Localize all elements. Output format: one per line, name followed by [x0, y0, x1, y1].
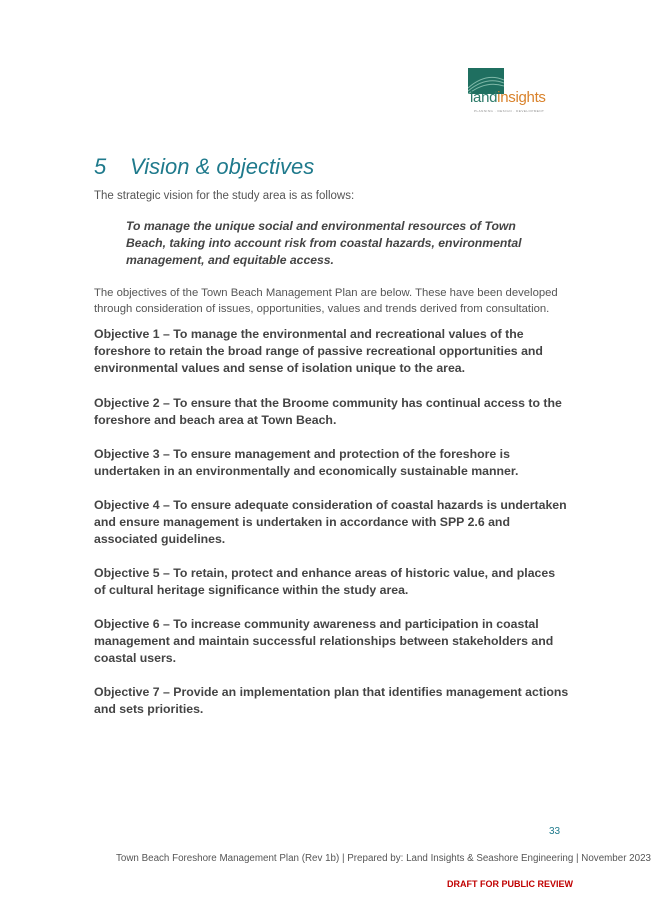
objective-4: Objective 4 – To ensure adequate consideration of coastal hazards is undertaken and ensure management is undertaken in accordance with SPP 2.6 and associated guidelines.	[94, 498, 567, 546]
vision-statement: To manage the unique social and environmental resources of Town Beach, taking into account risk from coastal hazards, environmental management, and equitable access.	[126, 219, 522, 267]
objective-6: Objective 6 – To increase community awareness and participation in coastal management and maintain successful relationships between stakeholders and coastal users.	[94, 617, 554, 665]
objective-2: Objective 2 – To ensure that the Broome community has continual access to the foreshore and beach area at Town Beach.	[94, 396, 562, 427]
page-number: 33	[549, 826, 561, 837]
objective-5: Objective 5 – To retain, protect and enhance areas of historic value, and places of cultural heritage significance within the study area.	[94, 566, 556, 597]
footer-text: Town Beach Foreshore Management Plan (Rev 1b) | Prepared by: Land Insights & Seashore Engineering | November 2023	[116, 853, 651, 864]
objective-3: Objective 3 – To ensure management and protection of the foreshore is undertaken in an environmentally and economically sustainable manner.	[94, 447, 519, 478]
logo-wordmark: landinsights	[470, 89, 546, 106]
objective-1: Objective 1 – To manage the environmental and recreational values of the foreshore to retain the broad range of passive recreational opportunities and environmental values and sense of isolation unique to the area.	[94, 327, 543, 375]
land-insights-logo	[468, 68, 564, 116]
objectives-intro: The objectives of the Town Beach Management Plan are below. These have been developed through consideration of issues, opportunities, values and trends derived from consultation.	[94, 287, 558, 315]
section-heading	[94, 154, 314, 180]
section-number: 5	[94, 154, 107, 179]
draft-label: DRAFT FOR PUBLIC REVIEW	[447, 879, 573, 889]
vision-intro: The strategic vision for the study area is as follows:	[94, 190, 355, 202]
logo-tagline: PLANNING · DESIGN · DEVELOPMENT	[474, 109, 545, 113]
section-title: Vision & objectives	[130, 154, 315, 179]
objectives-list	[94, 326, 569, 718]
objective-7: Objective 7 – Provide an implementation plan that identifies management actions and sets priorities.	[94, 685, 569, 716]
